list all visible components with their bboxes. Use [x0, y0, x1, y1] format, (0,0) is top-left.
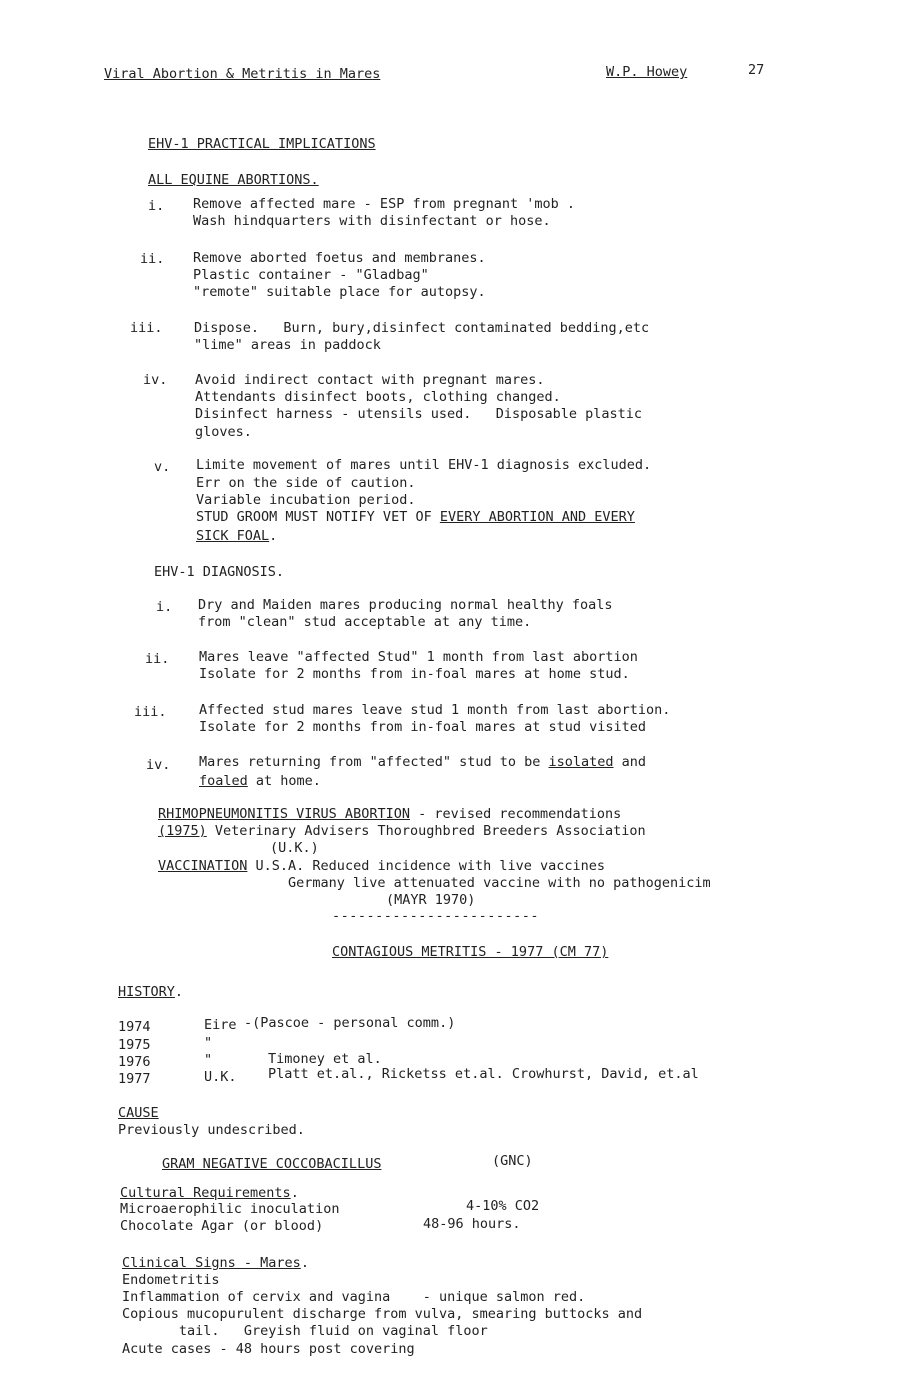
item-line: Affected stud mares leave stud 1 month from last abortion. — [199, 702, 671, 718]
history-text: -(Pascoe - personal comm.) — [244, 1015, 456, 1031]
history-place: " — [204, 1052, 213, 1068]
item-line: Err on the side of caution. — [196, 475, 416, 491]
page-number: 27 — [748, 62, 765, 78]
section-heading-practical: EHV-1 PRACTICAL IMPLICATIONS — [148, 136, 376, 152]
cause-text: Previously undescribed. — [118, 1122, 305, 1138]
item-line: Disinfect harness - utensils used. Disposable plastic — [195, 406, 643, 422]
item-line: Isolate for 2 months from in-foal mares at stud visited — [199, 719, 647, 735]
document-title: Viral Abortion & Metritis in Mares — [104, 66, 381, 82]
item-number: iv. — [143, 372, 168, 388]
item-number: ii. — [145, 651, 170, 667]
section-heading-diagnosis: EHV-1 DIAGNOSIS. — [154, 564, 285, 580]
item-line: Variable incubation period. — [196, 492, 416, 508]
cultural-value: 4-10% CO2 — [466, 1198, 540, 1214]
item-line: Wash hindquarters with disinfectant or hose. — [193, 213, 551, 229]
cultural-label: Microaerophilic inoculation — [120, 1201, 340, 1217]
item-number: i. — [156, 599, 173, 615]
history-place: U.K. — [204, 1069, 237, 1085]
item-line: Limite movement of mares until EHV-1 diagnosis excluded. — [196, 457, 652, 473]
item-line: "lime" areas in paddock — [194, 337, 381, 353]
section-divider: ------------------------ — [332, 908, 540, 924]
cultural-value: 48-96 hours. — [423, 1216, 521, 1232]
item-line: Dispose. Burn, bury,disinfect contaminated bedding,etc — [194, 320, 650, 336]
history-year: 1974 — [118, 1019, 151, 1035]
history-year: 1976 — [118, 1054, 151, 1070]
history-text: Timoney et al. — [268, 1051, 382, 1067]
item-line: Remove aborted foetus and membranes. — [193, 250, 486, 266]
item-line: from "clean" stud acceptable at any time. — [198, 614, 532, 630]
item-line: Isolate for 2 months from in-foal mares at home stud. — [199, 666, 630, 682]
vaccination-citation: (MAYR 1970) — [386, 892, 476, 908]
item-line: Dry and Maiden mares producing normal healthy foals — [198, 597, 613, 613]
item-number: ii. — [140, 251, 165, 267]
clinical-line: Endometritis — [122, 1272, 220, 1288]
rhino-advisers: (1975) Veterinary Advisers Thoroughbred Breeders Association — [158, 823, 646, 839]
subheading-all-abortions: ALL EQUINE ABORTIONS. — [148, 172, 319, 188]
clinical-line: tail. Greyish fluid on vaginal floor — [122, 1323, 488, 1339]
organism-name: GRAM NEGATIVE COCCOBACILLUS — [162, 1156, 382, 1172]
stud-groom-notice-line2: SICK FOAL. — [196, 528, 278, 544]
history-place: Eire — [204, 1017, 237, 1033]
history-text: Platt et.al., Ricketss et.al. Crowhurst, David, et.al — [268, 1066, 699, 1082]
history-year: 1977 — [118, 1071, 151, 1087]
cultural-label: Chocolate Agar (or blood) — [120, 1218, 324, 1234]
item-line: gloves. — [195, 424, 252, 440]
item-line: Mares returning from "affected" stud to be isolated and — [199, 754, 647, 770]
item-number: v. — [154, 459, 171, 475]
clinical-line: Inflammation of cervix and vagina - unique salmon red. — [122, 1289, 586, 1305]
clinical-line: Copious mucopurulent discharge from vulva, smearing buttocks and — [122, 1306, 643, 1322]
item-line: Mares leave "affected Stud" 1 month from last abortion — [199, 649, 638, 665]
organism-abbr: (GNC) — [492, 1153, 533, 1169]
history-year: 1975 — [118, 1037, 151, 1053]
rhino-recommendation: RHIMOPNEUMONITIS VIRUS ABORTION - revised recommendations — [158, 806, 622, 822]
vaccination-usa: VACCINATION U.S.A. Reduced incidence with live vaccines — [158, 858, 606, 874]
item-line: Avoid indirect contact with pregnant mares. — [195, 372, 545, 388]
item-number: iv. — [146, 757, 171, 773]
cm77-title: CONTAGIOUS METRITIS - 1977 (CM 77) — [332, 944, 609, 960]
vaccination-germany: Germany live attenuated vaccine with no pathogenicim — [288, 875, 711, 891]
item-line: Attendants disinfect boots, clothing changed. — [195, 389, 561, 405]
history-heading: HISTORY. — [118, 984, 184, 1000]
item-number: i. — [148, 198, 165, 214]
item-number: iii. — [134, 704, 167, 720]
rhino-country: (U.K.) — [270, 840, 319, 856]
clinical-heading: Clinical Signs - Mares. — [122, 1255, 309, 1271]
author-name: W.P. Howey — [606, 64, 688, 80]
item-line: "remote" suitable place for autopsy. — [193, 284, 486, 300]
item-number: iii. — [130, 320, 163, 336]
item-line: Remove affected mare - ESP from pregnant 'mob . — [193, 196, 576, 212]
item-line: Plastic container - "Gladbag" — [193, 267, 429, 283]
item-line: foaled at home. — [199, 773, 321, 789]
cause-heading: CAUSE — [118, 1105, 159, 1121]
stud-groom-notice: STUD GROOM MUST NOTIFY VET OF EVERY ABORTION AND EVERY — [196, 509, 635, 525]
clinical-line: Acute cases - 48 hours post covering — [122, 1341, 415, 1357]
cultural-heading: Cultural Requirements. — [120, 1185, 299, 1201]
history-place: " — [204, 1035, 213, 1051]
